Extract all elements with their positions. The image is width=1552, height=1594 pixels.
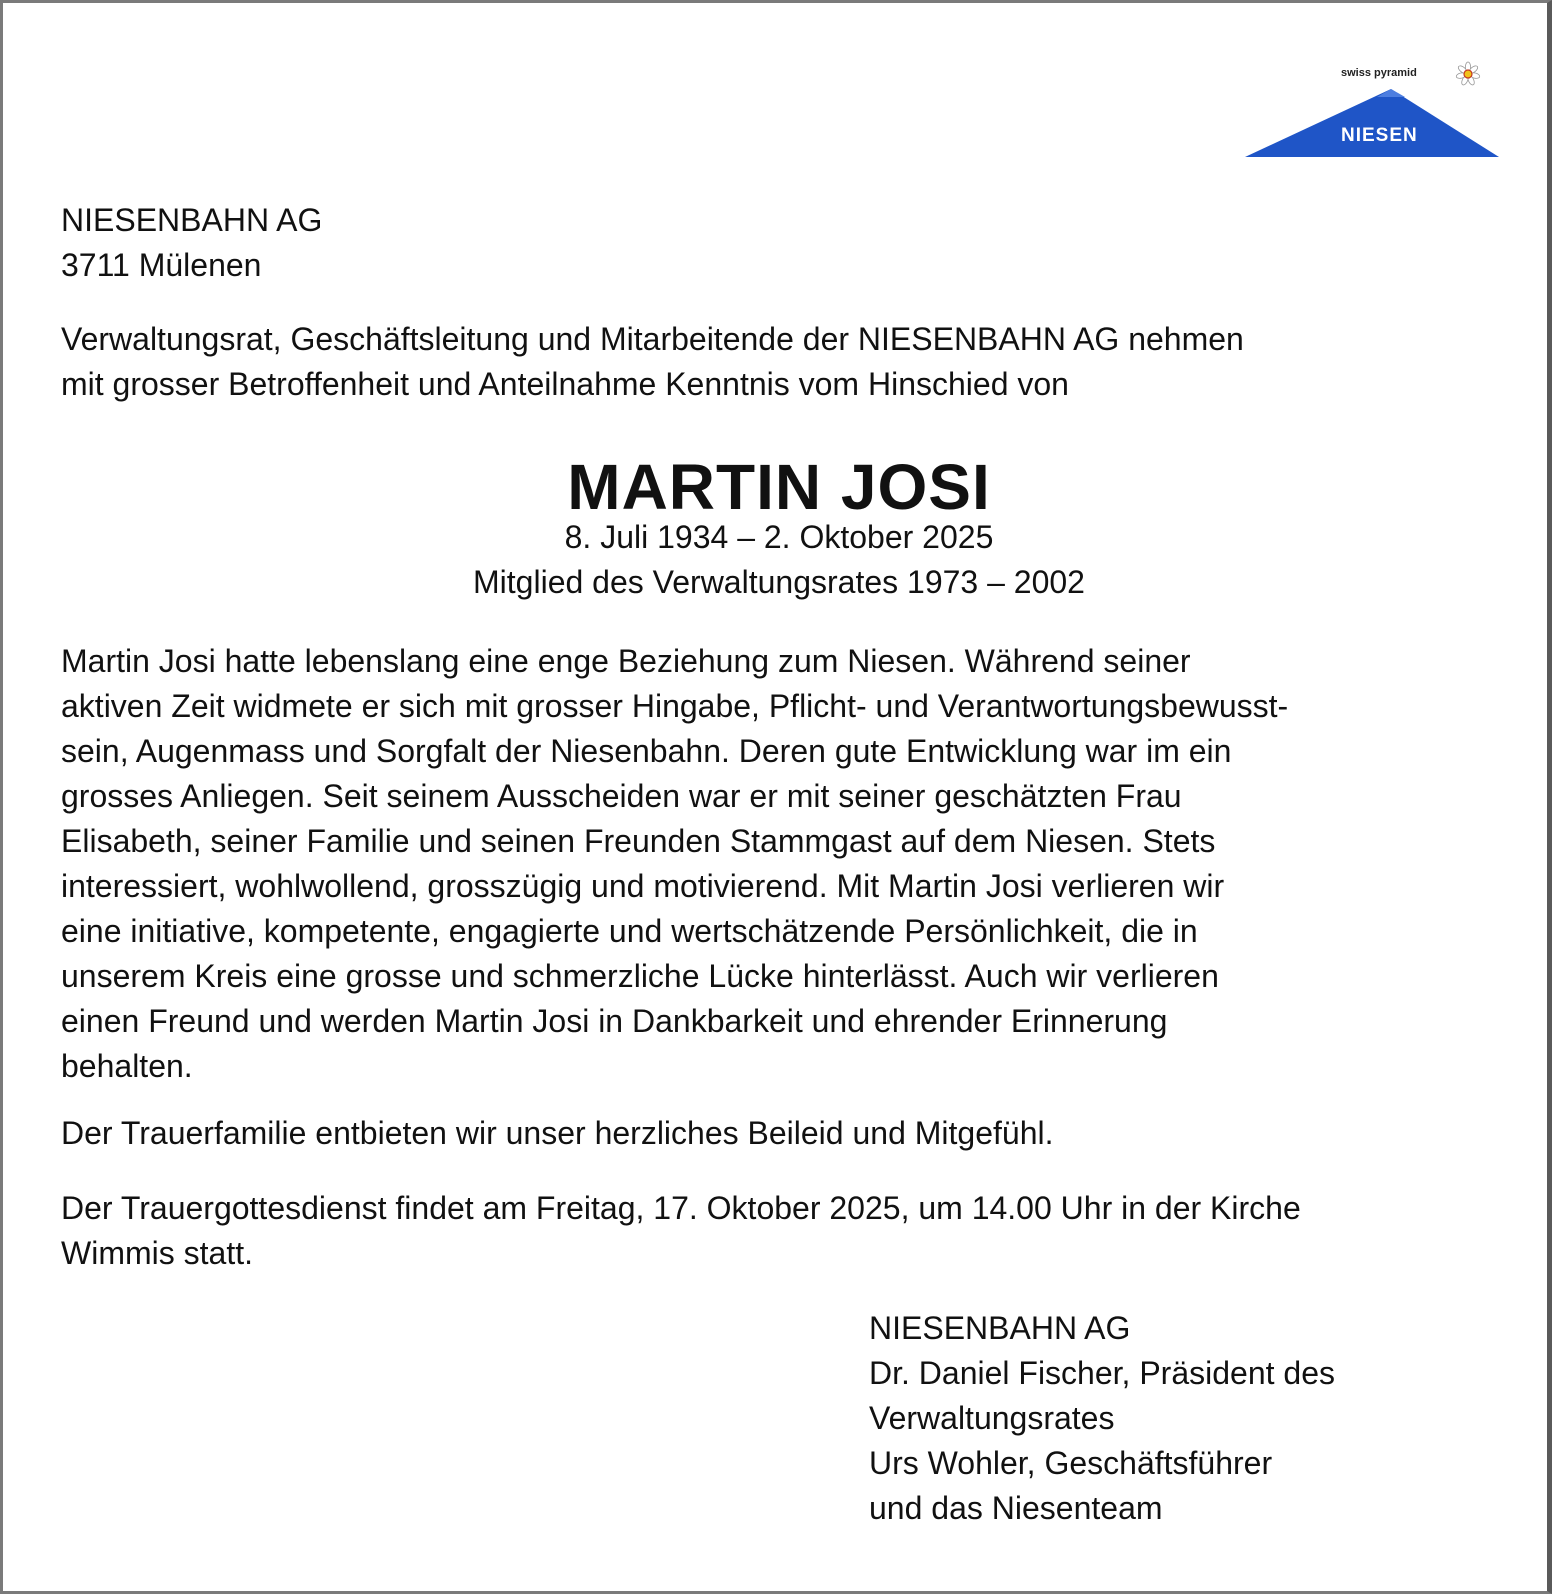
intro-line: mit grosser Betroffenheit und Anteilnahme Kenntnis vom Hinschied von (61, 366, 1069, 402)
board-membership: Mitglied des Verwaltungsrates 1973 – 2002 (473, 564, 1085, 600)
tribute-line: unserem Kreis eine grosse und schmerzliche Lücke hinterlässt. Auch wir verlieren (61, 958, 1219, 994)
tribute-line: Martin Josi hatte lebenslang eine enge Beziehung zum Niesen. Während seiner (61, 643, 1191, 679)
signature-line: und das Niesenteam (869, 1490, 1163, 1526)
intro-line: Verwaltungsrat, Geschäftsleitung und Mitarbeitende der NIESENBAHN AG nehmen (61, 321, 1244, 357)
niesen-logo (1245, 61, 1499, 159)
life-dates: 8. Juli 1934 – 2. Oktober 2025 (564, 519, 994, 555)
intro-paragraph (61, 317, 1244, 407)
tribute-line: eine initiative, kompetente, engagierte und wertschätzende Persönlichkeit, die in (61, 913, 1198, 949)
tribute-paragraph (61, 639, 1288, 1089)
address-line: NIESENBAHN AG (61, 202, 323, 238)
condolence-sentence: Der Trauerfamilie entbieten wir unser herzliches Beileid und Mitgefühl. (61, 1115, 1054, 1151)
signature-block (869, 1306, 1335, 1531)
tribute-line: aktiven Zeit widmete er sich mit grosser Hingabe, Pflicht- und Verantwortungsbewusst- (61, 688, 1289, 724)
tribute-line: sein, Augenmass und Sorgfalt der Niesenbahn. Deren gute Entwicklung war im ein (61, 733, 1232, 769)
logo-tagline: swiss pyramid (1341, 67, 1417, 79)
tribute-line: einen Freund und werden Martin Josi in Dankbarkeit und ehrender Erinnerung (61, 1003, 1168, 1039)
service-line: Der Trauergottesdienst findet am Freitag, 17. Oktober 2025, um 14.00 Uhr in der Kirche (61, 1190, 1301, 1226)
signature-line: Urs Wohler, Geschäftsführer (869, 1445, 1273, 1481)
signature-line: NIESENBAHN AG (869, 1310, 1131, 1346)
tribute-line: interessiert, wohlwollend, grosszügig und motivierend. Mit Martin Josi verlieren wir (61, 868, 1225, 904)
tribute-line: Elisabeth, seiner Familie und seinen Freunden Stammgast auf dem Niesen. Stets (61, 823, 1216, 859)
address-line: 3711 Mülenen (61, 247, 262, 283)
deceased-name: MARTIN JOSI (567, 451, 991, 523)
sender-address (61, 198, 322, 288)
edelweiss-icon (1455, 61, 1481, 87)
signature-line: Dr. Daniel Fischer, Präsident des (869, 1355, 1335, 1391)
tribute-line: behalten. (61, 1048, 193, 1084)
service-line: Wimmis statt. (61, 1235, 253, 1271)
tribute-line: grosses Anliegen. Seit seinem Ausscheiden war er mit seiner geschätzten Frau (61, 778, 1182, 814)
signature-line: Verwaltungsrates (869, 1400, 1115, 1436)
logo-wordmark: NIESEN (1341, 125, 1418, 146)
funeral-service-info (61, 1186, 1301, 1276)
